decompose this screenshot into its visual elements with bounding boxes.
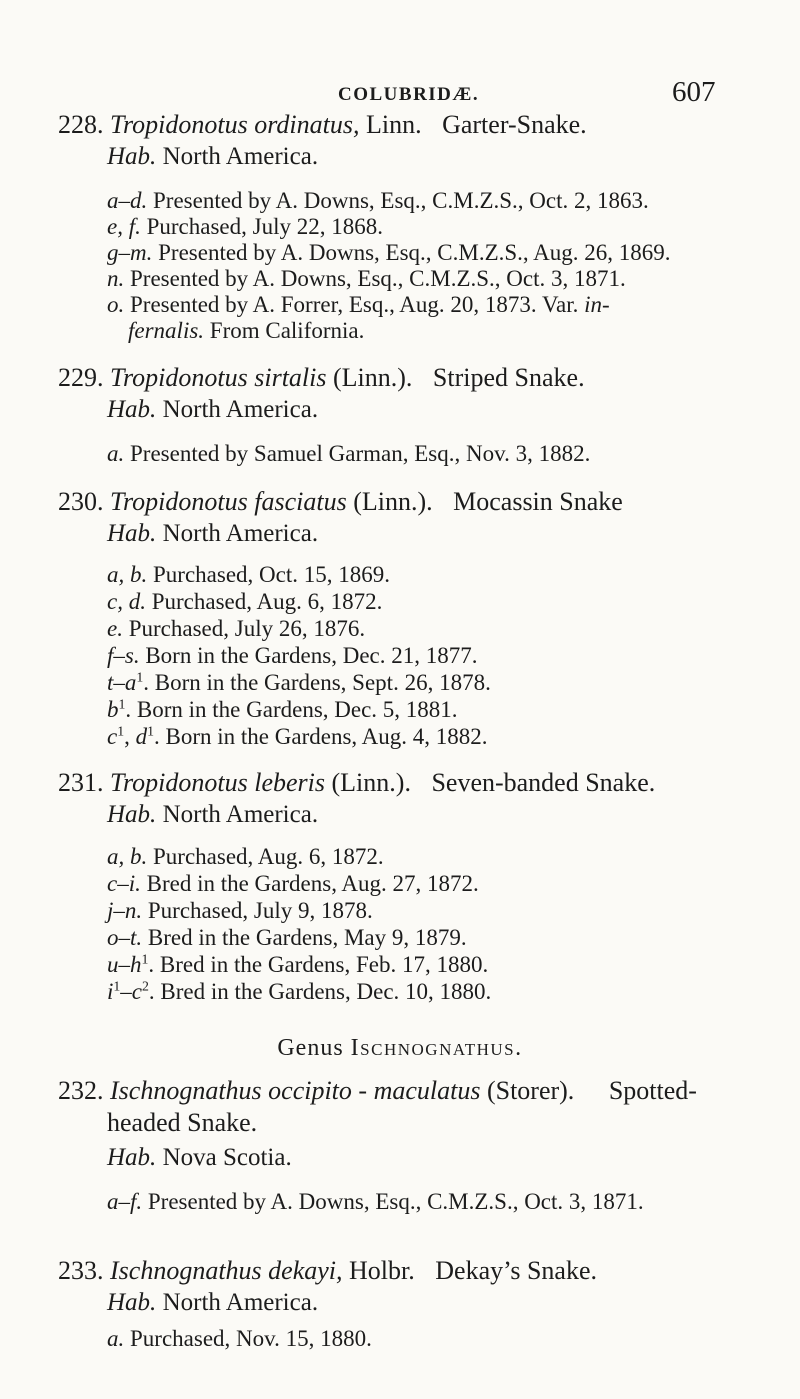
specimen-variety: fernalis. bbox=[128, 318, 205, 343]
specimen-mark: d bbox=[135, 724, 148, 749]
specimen-line: $c^1$, $d^1$. Born in the Gardens, Aug. 4, 1882. bbox=[107, 723, 488, 749]
specimen-text: Purchased, Aug. 6, 1872. bbox=[153, 844, 384, 869]
common-name-continuation bbox=[107, 1110, 257, 1136]
page-number: 607 bbox=[672, 76, 716, 108]
specimen-mark: a, b. bbox=[107, 844, 148, 869]
running-head: COLUBRIDÆ. bbox=[338, 84, 480, 105]
specimen-mark-superscript: 1 bbox=[118, 696, 126, 712]
entry-title bbox=[58, 770, 655, 796]
specimen-line: $u-h^1$. Bred in the Gardens, Feb. 17, 1880. bbox=[107, 951, 489, 977]
specimen-mark: u–h bbox=[107, 952, 142, 977]
specimen-mark: n. bbox=[107, 266, 125, 291]
species-author: Linn. bbox=[365, 110, 422, 139]
specimen-mark-superscript: 1 bbox=[136, 669, 144, 685]
habitat-line bbox=[107, 521, 318, 546]
specimen-text: Born in the Gardens, Sept. 26, 1878. bbox=[154, 670, 491, 695]
specimen-mark: a, b. bbox=[107, 562, 148, 587]
specimen-line bbox=[107, 267, 626, 290]
habitat-label: Hab. bbox=[107, 143, 157, 170]
specimen-text: From California. bbox=[209, 318, 365, 343]
specimen-continuation bbox=[128, 319, 364, 342]
specimen-text: Purchased, July 9, 1878. bbox=[147, 898, 373, 923]
species-name: Ischnognathus occipito - maculatus bbox=[110, 1076, 481, 1105]
specimen-mark: c–i. bbox=[107, 871, 141, 896]
species-author: Holbr. bbox=[349, 1256, 415, 1285]
habitat-line bbox=[107, 802, 318, 827]
species-name: Tropidonotus fasciatus bbox=[110, 487, 347, 516]
specimen-line bbox=[107, 845, 384, 868]
specimen-text: Purchased, Oct. 15, 1869. bbox=[153, 562, 390, 587]
specimen-mark: f–s. bbox=[107, 643, 140, 668]
specimen-line: $t-a^1$. Born in the Gardens, Sept. 26, 1878. bbox=[107, 669, 491, 695]
habitat-line bbox=[107, 1145, 292, 1170]
specimen-text: Purchased, July 26, 1876. bbox=[128, 616, 366, 641]
specimen-mark: a. bbox=[107, 441, 125, 466]
specimen-text: Bred in the Gardens, May 9, 1879. bbox=[147, 925, 467, 950]
specimen-line bbox=[107, 872, 479, 895]
habitat-value: North America. bbox=[162, 801, 319, 828]
specimen-text: Born in the Gardens, Dec. 5, 1881. bbox=[136, 697, 458, 722]
species-author: (Storer). bbox=[486, 1076, 575, 1105]
page-header bbox=[0, 74, 800, 114]
common-name: Seven-banded Snake. bbox=[431, 768, 656, 797]
specimen-text: Presented by A. Downs, Esq., C.M.Z.S., Oct. 3, 1871. bbox=[130, 266, 626, 291]
specimen-mark: c bbox=[107, 724, 118, 749]
entry-number: 230. bbox=[58, 487, 104, 516]
species-name: Ischnognathus dekayi, bbox=[110, 1256, 343, 1285]
specimen-line bbox=[107, 644, 478, 667]
specimen-text: Presented by A. Downs, Esq., C.M.Z.S., Oct. 3, 1871. bbox=[147, 1189, 644, 1214]
entry-title bbox=[58, 365, 585, 391]
specimen-line bbox=[107, 590, 382, 613]
habitat-label: Hab. bbox=[107, 1144, 157, 1171]
species-name: Tropidonotus ordinatus, bbox=[110, 110, 360, 139]
common-name: Spotted- bbox=[608, 1076, 697, 1105]
genus-name: Ischnognathus. bbox=[350, 1035, 523, 1061]
specimen-mark: b bbox=[107, 697, 119, 722]
species-name: Tropidonotus leberis bbox=[110, 768, 326, 797]
specimen-mark-superscript: 1 bbox=[147, 723, 155, 739]
specimen-line bbox=[107, 1190, 644, 1213]
habitat-value: North America. bbox=[162, 1289, 319, 1316]
entry-number: 228. bbox=[58, 110, 104, 139]
specimen-text: Purchased, Aug. 6, 1872. bbox=[151, 589, 383, 614]
specimen-mark-superscript: 1 bbox=[113, 978, 121, 994]
habitat-value: North America. bbox=[162, 396, 319, 423]
specimen-mark: o. bbox=[107, 292, 125, 317]
specimen-mark: e, f. bbox=[107, 214, 141, 239]
habitat-line bbox=[107, 397, 318, 422]
habitat-value: North America. bbox=[162, 520, 319, 547]
specimen-variety: in- bbox=[584, 292, 610, 317]
specimen-line: $i^1-c^2$. Bred in the Gardens, Dec. 10, 1880. bbox=[107, 978, 492, 1004]
specimen-text: Born in the Gardens, Dec. 21, 1877. bbox=[145, 643, 478, 668]
entry-number: 229. bbox=[58, 363, 104, 392]
specimen-mark-superscript: 1 bbox=[141, 951, 149, 967]
specimen-mark-superscript: 1 bbox=[117, 723, 125, 739]
specimen-mark: e. bbox=[107, 616, 123, 641]
specimen-line bbox=[107, 189, 649, 212]
specimen-text: Presented by Samuel Garman, Esq., Nov. 3, 1882. bbox=[130, 441, 591, 466]
entry-number: 233. bbox=[58, 1256, 104, 1285]
specimen-line bbox=[107, 293, 610, 316]
specimen-text: Purchased, July 22, 1868. bbox=[146, 214, 383, 239]
specimen-line bbox=[107, 1327, 372, 1350]
common-name: Dekay’s Snake. bbox=[435, 1256, 597, 1285]
specimen-text: Purchased, Nov. 15, 1880. bbox=[130, 1326, 372, 1351]
specimen-text: Presented by A. Downs, Esq., C.M.Z.S., Oct. 2, 1863. bbox=[153, 188, 649, 213]
specimen-line bbox=[107, 617, 365, 640]
entry-title bbox=[58, 1258, 597, 1284]
specimen-mark: t–a bbox=[107, 670, 137, 695]
specimen-mark: a–d. bbox=[107, 188, 148, 213]
specimen-text: Born in the Gardens, Aug. 4, 1882. bbox=[165, 724, 488, 749]
habitat-value: Nova Scotia. bbox=[162, 1144, 292, 1171]
specimen-mark: a–f. bbox=[107, 1189, 143, 1214]
specimen-mark: j–n. bbox=[107, 898, 143, 923]
specimen-mark: i bbox=[107, 979, 114, 1004]
specimen-line bbox=[107, 442, 590, 465]
habitat-line bbox=[107, 1290, 318, 1315]
species-author: (Linn.). bbox=[331, 768, 411, 797]
habitat-label: Hab. bbox=[107, 801, 157, 828]
species-author: (Linn.). bbox=[333, 363, 413, 392]
habitat-label: Hab. bbox=[107, 520, 157, 547]
specimen-mark: g–m. bbox=[107, 240, 153, 265]
common-name: Garter-Snake. bbox=[442, 110, 587, 139]
genus-prefix: Genus bbox=[277, 1035, 344, 1061]
genus-heading bbox=[0, 1035, 800, 1062]
specimen-text: Presented by A. Downs, Esq., C.M.Z.S., Aug. 26, 1869. bbox=[158, 240, 671, 265]
common-name: headed Snake. bbox=[107, 1108, 258, 1137]
specimen-mark: c, d. bbox=[107, 589, 146, 614]
specimen-line bbox=[107, 215, 383, 238]
entry-title bbox=[58, 1078, 697, 1104]
specimen-text: Bred in the Gardens, Dec. 10, 1880. bbox=[160, 979, 492, 1004]
entry-number: 232. bbox=[58, 1076, 104, 1105]
specimen-text: Bred in the Gardens, Aug. 27, 1872. bbox=[146, 871, 479, 896]
specimen-line: $b^1$. Born in the Gardens, Dec. 5, 1881. bbox=[107, 696, 458, 722]
specimen-text: Bred in the Gardens, Feb. 17, 1880. bbox=[159, 952, 489, 977]
specimen-mark: o–t. bbox=[107, 925, 143, 950]
habitat-label: Hab. bbox=[107, 1289, 157, 1316]
specimen-mark: a. bbox=[107, 1326, 125, 1351]
habitat-value: North America. bbox=[162, 143, 319, 170]
entry-title bbox=[58, 112, 587, 138]
specimen-line bbox=[107, 899, 373, 922]
specimen-mark: –c bbox=[120, 979, 143, 1004]
common-name: Mocassin Snake bbox=[453, 487, 623, 516]
specimen-line bbox=[107, 241, 671, 264]
entry-number: 231. bbox=[58, 768, 104, 797]
specimen-line bbox=[107, 926, 467, 949]
species-name: Tropidonotus sirtalis bbox=[110, 363, 327, 392]
specimen-text: Presented by A. Forrer, Esq., Aug. 20, 1873. Var. bbox=[130, 292, 579, 317]
species-author: (Linn.). bbox=[353, 487, 433, 516]
specimen-line bbox=[107, 563, 390, 586]
common-name: Striped Snake. bbox=[432, 363, 585, 392]
specimen-mark-superscript: 2 bbox=[142, 978, 149, 994]
habitat-line bbox=[107, 144, 318, 169]
entry-title bbox=[58, 489, 623, 515]
habitat-label: Hab. bbox=[107, 396, 157, 423]
